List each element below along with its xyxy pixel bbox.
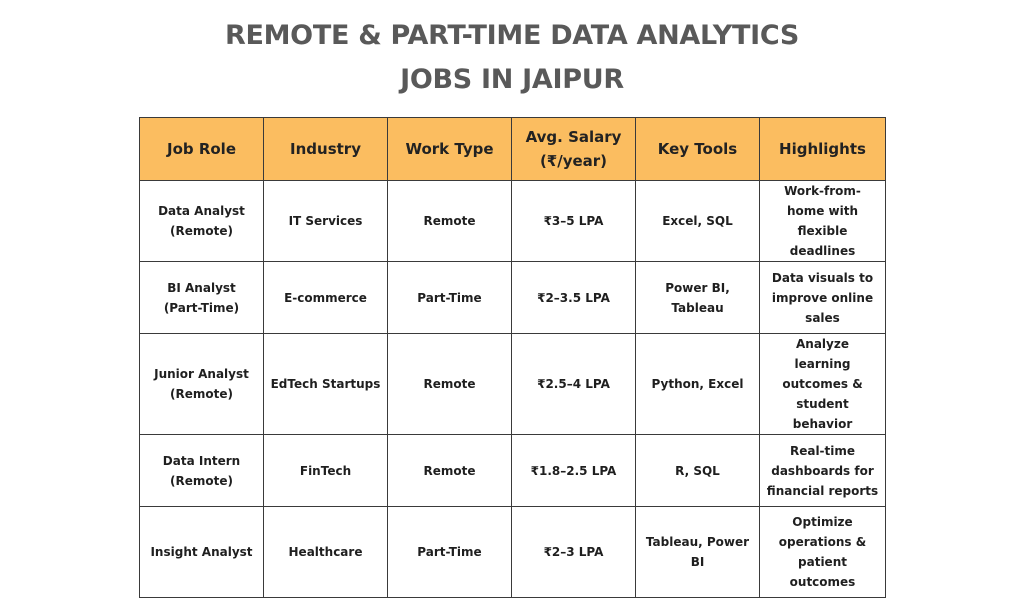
cell-key-tools: Tableau, Power BI (636, 507, 760, 598)
jobs-table (139, 117, 886, 598)
cell-avg-salary: ₹2–3 LPA (512, 507, 636, 598)
table-header-row (140, 118, 886, 181)
cell-work-type: Remote (388, 435, 512, 507)
title-line-1: REMOTE & PART-TIME DATA ANALYTICS (224, 20, 799, 51)
header-highlights: Highlights (760, 118, 886, 181)
cell-highlights: Optimize operations & patient outcomes (760, 507, 886, 598)
cell-industry: IT Services (264, 181, 388, 262)
cell-highlights: Work-from-home with flexible deadlines (760, 181, 886, 262)
cell-work-type: Remote (388, 181, 512, 262)
cell-industry: EdTech Startups (264, 334, 388, 435)
title-line-2: JOBS IN JAIPUR (400, 64, 624, 95)
cell-highlights: Data visuals to improve online sales (760, 262, 886, 334)
cell-avg-salary: ₹2.5–4 LPA (512, 334, 636, 435)
cell-job-role: Junior Analyst (Remote) (140, 334, 264, 435)
page-title (0, 14, 1024, 102)
cell-avg-salary: ₹3–5 LPA (512, 181, 636, 262)
table-row (140, 435, 886, 507)
cell-key-tools: Power BI, Tableau (636, 262, 760, 334)
header-avg-salary: Avg. Salary (₹/year) (512, 118, 636, 181)
cell-key-tools: Excel, SQL (636, 181, 760, 262)
cell-work-type: Part-Time (388, 262, 512, 334)
cell-work-type: Remote (388, 334, 512, 435)
cell-work-type: Part-Time (388, 507, 512, 598)
cell-industry: E-commerce (264, 262, 388, 334)
cell-avg-salary: ₹2–3.5 LPA (512, 262, 636, 334)
table-row (140, 181, 886, 262)
cell-highlights: Real-time dashboards for financial reports (760, 435, 886, 507)
cell-job-role: Data Analyst (Remote) (140, 181, 264, 262)
cell-industry: FinTech (264, 435, 388, 507)
cell-key-tools: Python, Excel (636, 334, 760, 435)
cell-job-role: BI Analyst (Part-Time) (140, 262, 264, 334)
header-work-type: Work Type (388, 118, 512, 181)
cell-key-tools: R, SQL (636, 435, 760, 507)
cell-job-role: Insight Analyst (140, 507, 264, 598)
header-key-tools: Key Tools (636, 118, 760, 181)
cell-avg-salary: ₹1.8–2.5 LPA (512, 435, 636, 507)
table-row (140, 507, 886, 598)
cell-industry: Healthcare (264, 507, 388, 598)
cell-highlights: Analyze learning outcomes & student behavior (760, 334, 886, 435)
header-industry: Industry (264, 118, 388, 181)
cell-job-role: Data Intern (Remote) (140, 435, 264, 507)
table-row (140, 262, 886, 334)
header-job-role: Job Role (140, 118, 264, 181)
table-row (140, 334, 886, 435)
